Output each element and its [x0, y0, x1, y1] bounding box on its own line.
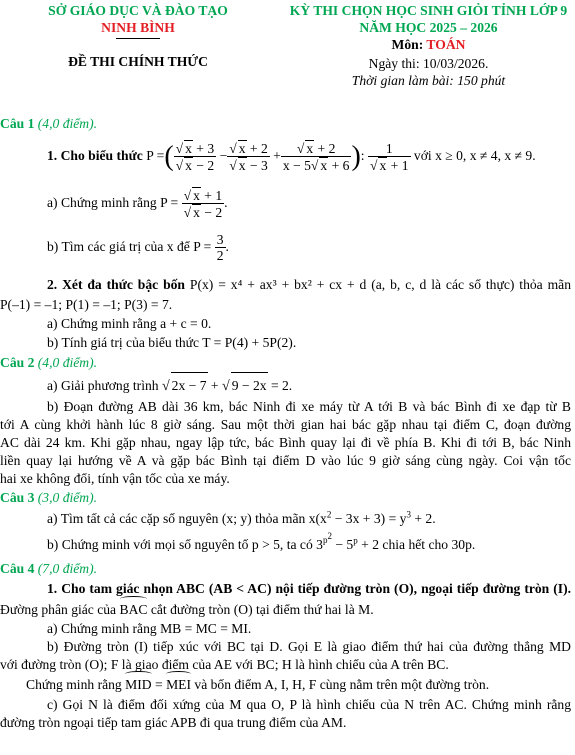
q3-b [0, 531, 575, 559]
question-1-heading [0, 114, 575, 133]
q4-c-line2: đường tròn ngoại tiếp tam giác APB đi qua trung điểm của AM. [0, 715, 347, 730]
header-right [282, 2, 575, 89]
q3-b-expression: $3^{p^2} - 5^p + 2$ [316, 531, 379, 552]
question-4-heading [0, 559, 575, 578]
q1-part1-intro: 1. Cho biểu thức [47, 148, 143, 163]
q1-part1-condition: với x ≥ 0, x ≠ 4, x ≠ 9. [413, 148, 536, 163]
official-exam-label: ĐỀ THI CHÍNH THỨC [68, 54, 208, 69]
q4-b-line2: với đường tròn (O); F là giao điểm của AE với BC; H là hình chiếu của A trên BC. [0, 657, 449, 672]
header-left [0, 2, 276, 70]
q2-a-text: a) Giải phương trình [47, 378, 159, 393]
q4-part1-text: 1. Cho tam giác nhọn ABC (AB < AC) nội tiếp đường tròn (O), ngoại tiếp đường tròn (I). [47, 581, 571, 596]
exam-duration: Thời gian làm bài: 150 phút [351, 73, 506, 88]
province-name: NINH BÌNH [101, 20, 175, 35]
q3-b-suffix: chia hết cho 30p. [382, 537, 476, 552]
q1-part1-a-text: a) Chứng minh rằng [47, 195, 157, 210]
q2-b-line3: AC dài 24 km. Khi gặp nhau, ngay lập tức, bác Bình quay lại đi về phía B. Khi đi tới B, bác Ninh [0, 435, 571, 450]
q3-a-equation: $x(x^2 - 3x + 3) = y^3 + 2$. [308, 509, 436, 526]
question-3-title: Câu 3 [0, 490, 35, 505]
q4-part1-line2 [0, 599, 575, 620]
question-2-heading [0, 353, 575, 372]
subject-label: Môn: [391, 37, 424, 52]
question-1-title: Câu 1 [0, 116, 35, 131]
q1-part2-a: a) Chứng minh rằng a + c = 0. [47, 316, 212, 331]
q4-part1-line1 [0, 578, 575, 599]
q4-a: a) Chứng minh rằng MB = MC = MI. [47, 621, 252, 636]
q2-b-line5: hai xe không đổi, tính vận tốc của xe máy. [0, 471, 230, 486]
q2-b-line1: b) Đoạn đường AB dài 36 km, bác Ninh đi xe máy từ A tới B và bác Bình đi xe đạp từ B [47, 399, 571, 414]
question-2-points: (4,0 điểm). [37, 355, 98, 370]
q4-c-line1: c) Gọi N là điểm đối xứng của M qua O, P là hình chiếu của N trên AC. Chứng minh rằng [47, 697, 571, 712]
q4-b3-text: Chứng minh rằng [26, 677, 122, 692]
question-3-heading [0, 488, 575, 507]
q4-b-line3 [0, 674, 575, 696]
q4-b-line1: b) Đường tròn (I) tiếp xúc với BC tại D. Gọi E là giao điểm thứ hai của đường thẳng MD [47, 639, 571, 654]
question-4-title: Câu 4 [0, 561, 35, 576]
header-divider [116, 38, 160, 39]
expression-P: P =( $\frac{√ x + 3}{√ x - 2}$ − $\frac{√ x + 2}{√ x - 3}$ + $\frac{√ x + 2}{x - 5√ x + 6}$ ): $\frac{1}{√ x + 1}$ [146, 140, 409, 174]
question-4-points: (7,0 điểm). [37, 561, 98, 576]
angle-MID: MID [125, 674, 151, 696]
exam-body [0, 114, 575, 732]
q2-b-line2: tới A cùng khởi hành lúc 8 giờ sáng. Sau một thời gian hai bác gặp nhau tại điểm C, đoạn đường [0, 417, 571, 432]
question-1-points: (4,0 điểm). [37, 116, 98, 131]
q2-a-equation: √ 2x − 7 + √ 9 − 2x = 2. [162, 378, 292, 393]
q1-part1-b [0, 227, 575, 267]
q1-part1-a-formula: P = $\frac{√ x + 1}{√ x - 2}$ . [160, 188, 228, 221]
q3-a [0, 507, 575, 531]
school-year: NĂM HỌC 2025 – 2026 [359, 20, 498, 35]
question-2-title: Câu 2 [0, 355, 35, 370]
angle-BAC: BAC [120, 599, 148, 620]
q3-b-text: b) Chứng minh với mọi số nguyên tố p > 5, ta có [47, 537, 313, 552]
subject-line [282, 36, 575, 53]
q1-part2-rest: (a, b, c, d là các số thực) thỏa mãn [371, 277, 571, 292]
q1-part1-b-formula: P = $\frac{3}{2}$ . [193, 232, 229, 264]
q1-part2-line2: P(–1) = –1; P(1) = –1; P(3) = 7. [0, 297, 173, 312]
q4-b3-suffix: và bốn điểm A, I, H, F cùng nằm trên một đường tròn. [194, 677, 490, 692]
q4-bisector-suffix: cắt đường tròn (O) tại điểm thứ hai là M. [150, 602, 374, 617]
exam-date: Ngày thi: 10/03/2026. [368, 56, 489, 71]
q1-part2-intro: 2. Xét đa thức bậc bốn [47, 277, 185, 292]
q1-part2-line1 [0, 275, 575, 295]
q1-part2-b: b) Tính giá trị của biểu thức T = P(4) + 5P(2). [47, 335, 297, 350]
q1-part1-a [0, 183, 575, 223]
angle-MEI: MEI [166, 674, 191, 696]
q1-part2-polynomial: P(x) = x⁴ + ax³ + bx² + cx + d [189, 277, 367, 292]
question-3-points: (3,0 điểm). [37, 490, 98, 505]
q2-b-line4: liền quay lại hướng về A và gặp bác Bình tại điểm D vào lúc 9 giờ sáng cùng ngày. Coi vận tốc [0, 453, 571, 468]
q1-part1-b-text: b) Tìm các giá trị của x để [47, 239, 190, 254]
q4-bisector-text: Đường phân giác của [0, 602, 117, 617]
subject-name: TOÁN [426, 37, 466, 52]
department-name: SỞ GIÁO DỤC VÀ ĐÀO TẠO [48, 3, 228, 18]
q2-a [0, 372, 575, 398]
q4-b3-equals: = [154, 677, 163, 692]
q1-part1-expression [0, 135, 575, 177]
q3-a-text: a) Tìm tất cả các cặp số nguyên (x; y) thỏa mãn [47, 511, 306, 526]
exam-title: KỲ THI CHỌN HỌC SINH GIỎI TỈNH LỚP 9 [289, 3, 568, 18]
